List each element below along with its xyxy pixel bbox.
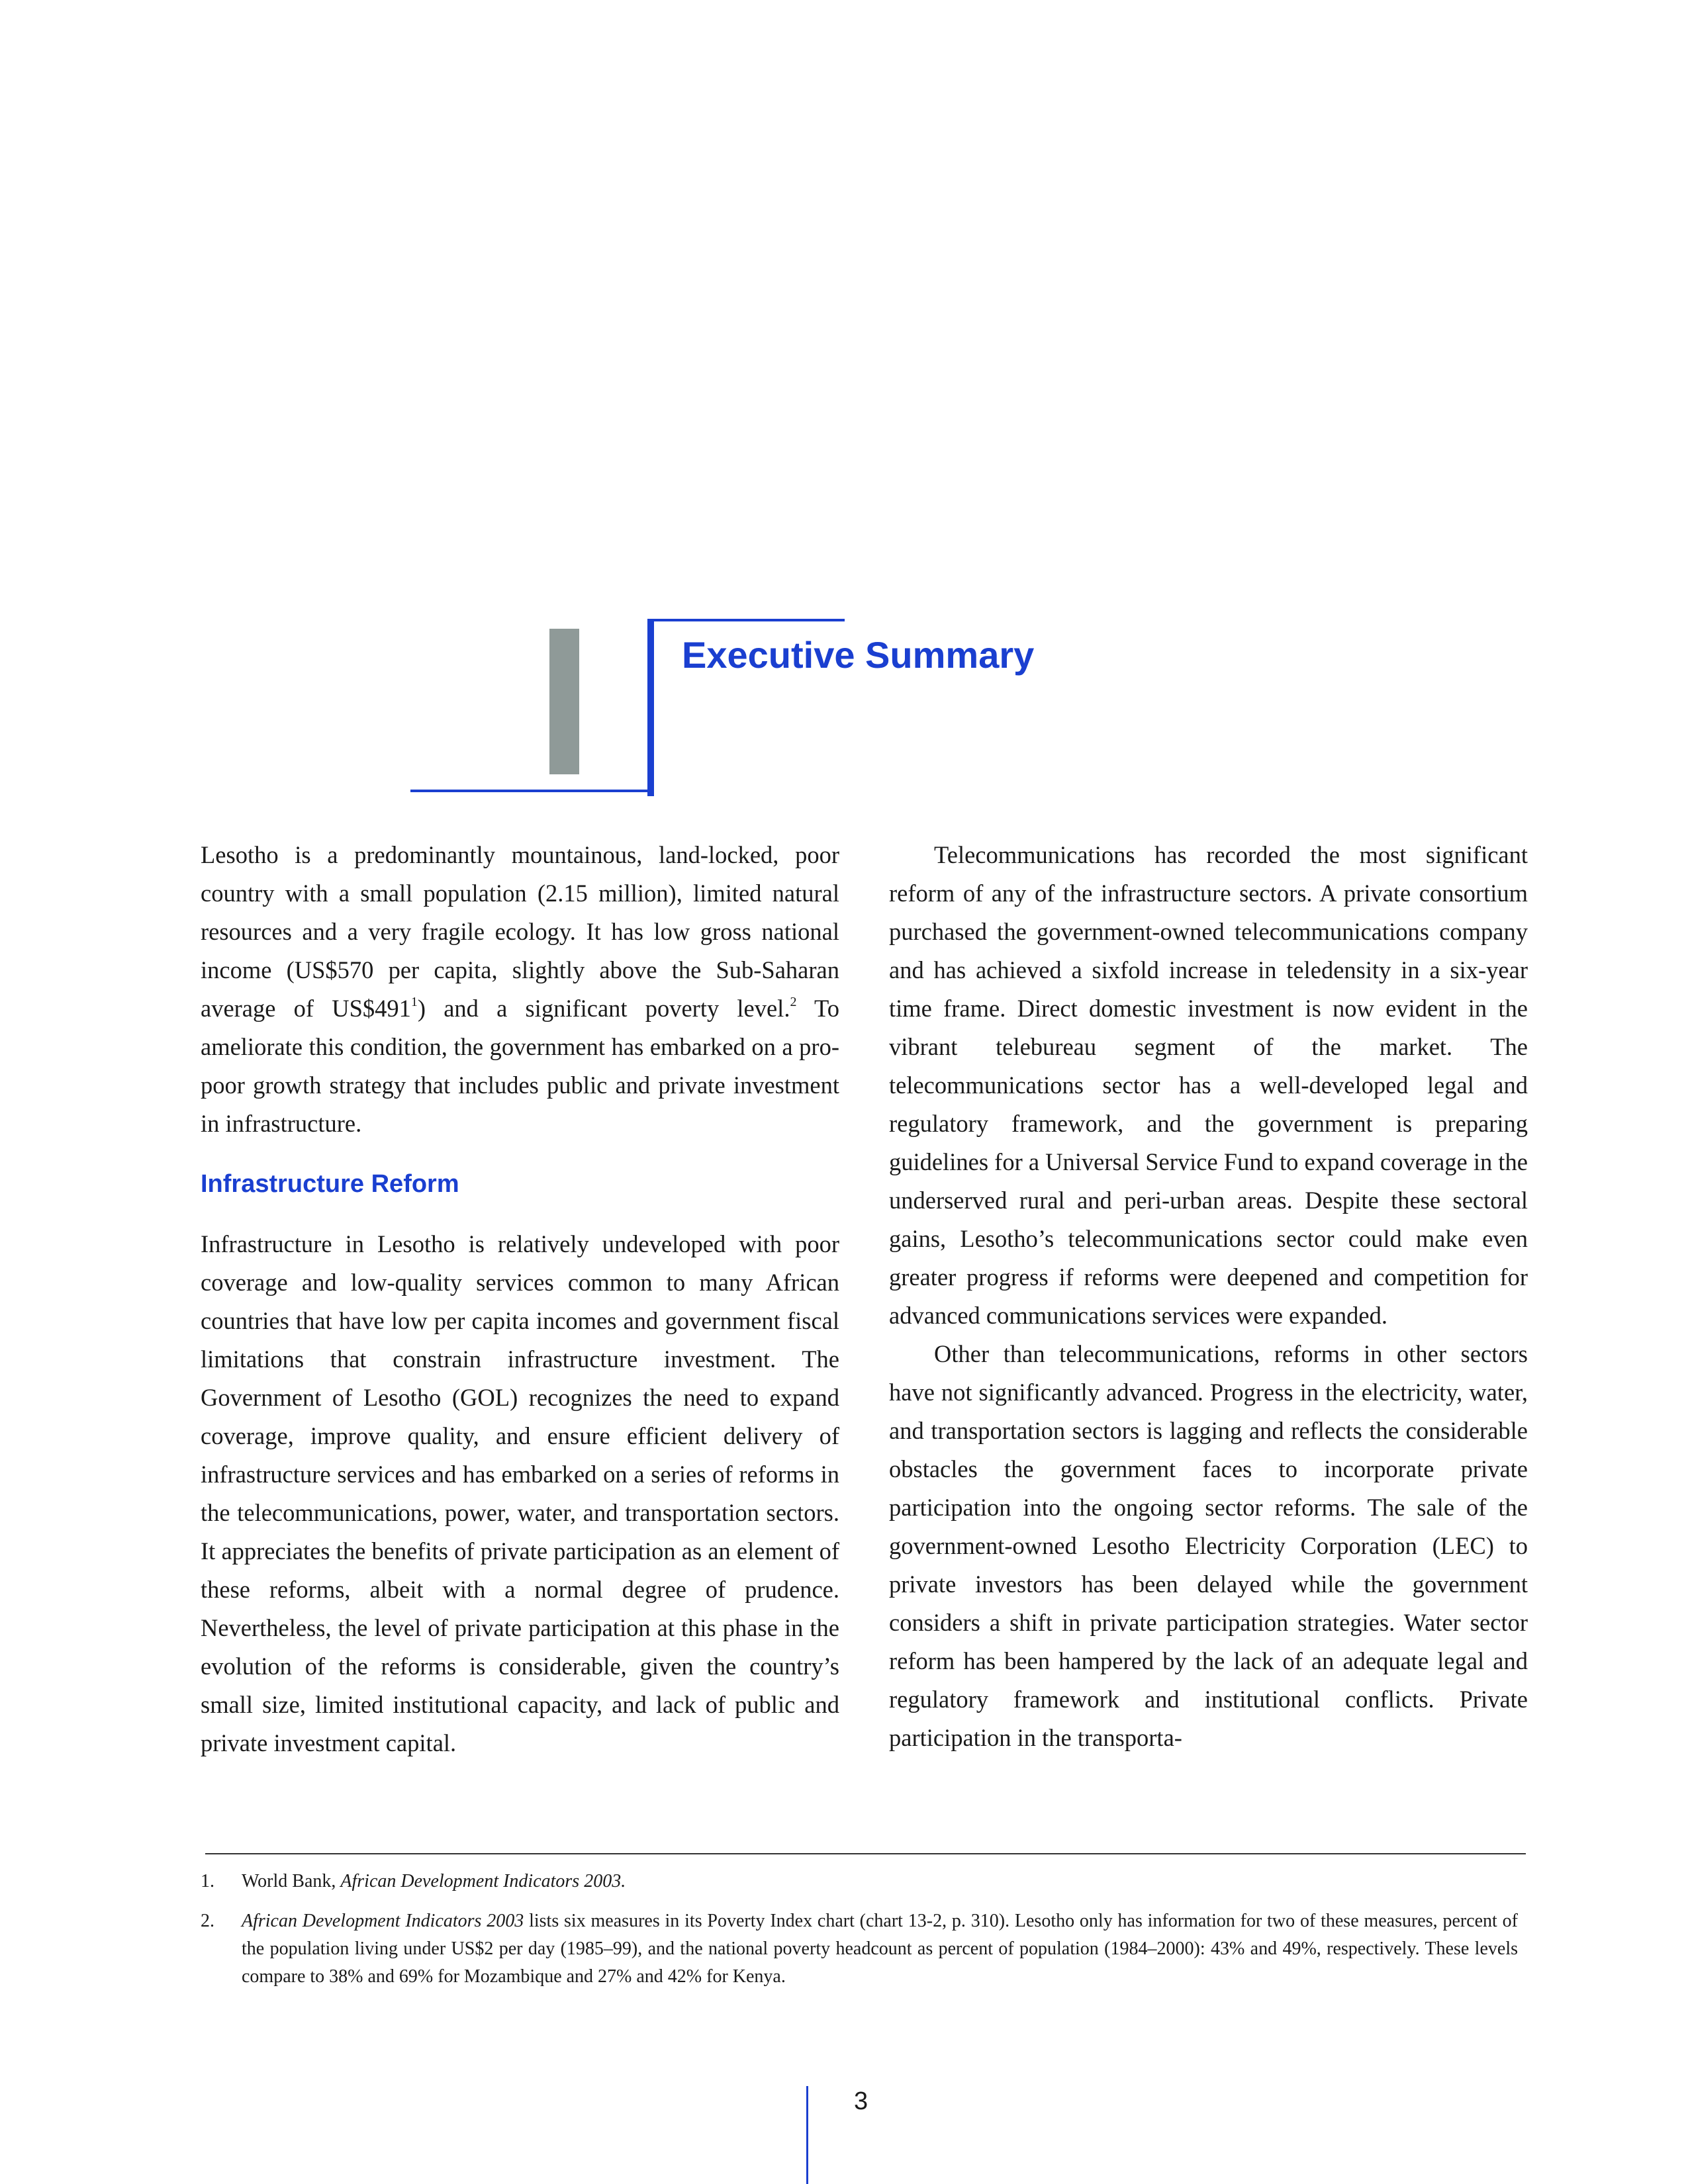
- intro-text-2: ) and a significant poverty level.: [417, 995, 790, 1022]
- chapter-frame-vertical-rule: [647, 619, 654, 796]
- footnote-2-text: lists six measures in its Poverty Index chart (chart 13-2, p. 310). Lesotho only has information for two of these measures, percent of the population living under US$2 per day (1985–99), and the national poverty headcount as percent of population (1984–2000): 43% and 49%, respectively. These levels compare to 38% and 69% for Mozambique and 27% and 42% for Kenya.: [242, 1911, 1518, 1987]
- footnote-1-title: African Development Indicators 2003.: [340, 1871, 626, 1891]
- intro-text-3: To ameliorate this condition, the government has embarked on a pro-poor growth strategy that includes public and private investment in infrastructure.: [201, 995, 839, 1137]
- chapter-frame-top-rule: [647, 619, 845, 621]
- footnote-1-prefix: World Bank,: [242, 1871, 341, 1891]
- footnote-1: [201, 1868, 1518, 1895]
- footnote-divider: [205, 1853, 1526, 1854]
- chapter-frame-bottom-rule: [410, 790, 654, 792]
- other-sectors-paragraph: Other than telecommunications, reforms in other sectors have not significantly advanced. Progress in the electricity, water, and transportation sectors is lagging and reflects the considerable obstacles the government faces to incorporate private participation into the ongoing sector reforms. The sale of the government-owned Lesotho Electricity Corporation (LEC) to private investors has been delayed while the government considers a shift in private participation strategies. Water sector reform has been hampered by the lack of an adequate legal and regulatory framework and institutional conflicts. Private participation in the transporta-: [889, 1340, 1528, 1751]
- chapter-title: Executive Summary: [682, 634, 1035, 676]
- left-column: [201, 836, 839, 1762]
- footnote-ref-1: 1: [410, 994, 418, 1009]
- footnote-2-number: 2.: [201, 1911, 214, 1931]
- footer-rule: [806, 2086, 808, 2184]
- infrastructure-paragraph: Infrastructure in Lesotho is relatively undeveloped with poor coverage and low-quality services common to many African countries that have low per capita incomes and government fiscal limitations that constrain infrastructure investment. The Government of Lesotho (GOL) recognizes the need to expand coverage, improve quality, and ensure efficient delivery of infrastructure services and has embarked on a series of reforms in the telecommunications, power, water, and transportation sectors. It appreciates the benefits of private participation as an element of these reforms, albeit with a normal degree of prudence. Nevertheless, the level of private participation at this phase in the evolution of the reforms is considerable, given the country’s small size, limited institutional capacity, and lack of public and private investment capital.: [201, 1230, 839, 1756]
- footnote-2-title: African Development Indicators 2003: [242, 1911, 524, 1931]
- section-heading-infrastructure-reform: Infrastructure Reform: [201, 1170, 459, 1198]
- footnotes: [201, 1868, 1518, 2003]
- footnote-1-number: 1.: [201, 1871, 214, 1891]
- right-column: [889, 836, 1528, 1757]
- chapter-number-bar: [549, 629, 579, 774]
- page-number: 3: [854, 2087, 868, 2115]
- footnote-2: [201, 1907, 1518, 1991]
- intro-text-1: Lesotho is a predominantly mountainous, land-locked, poor country with a small population (2.15 million), limited natural resources and a very fragile ecology. It has low gross national income (US$570 per capita, slightly above the Sub-Saharan average of US$491: [201, 841, 839, 1022]
- footnote-ref-2: 2: [790, 994, 797, 1009]
- telecom-paragraph: Telecommunications has recorded the most significant reform of any of the infrastructure sectors. A private consortium purchased the government-owned telecommunications company and has achieved a sixfold increase in teledensity in a six-year time frame. Direct domestic investment is now evident in the vibrant telebureau segment of the market. The telecommunications sector has a well-developed legal and regulatory framework, and the government is preparing guidelines for a Universal Service Fund to expand coverage in the underserved rural and peri-urban areas. Despite these sectoral gains, Lesotho’s telecommunications sector could make even greater progress if reforms were deepened and competition for advanced communications services were expanded.: [889, 841, 1528, 1329]
- intro-paragraph: [201, 836, 839, 1143]
